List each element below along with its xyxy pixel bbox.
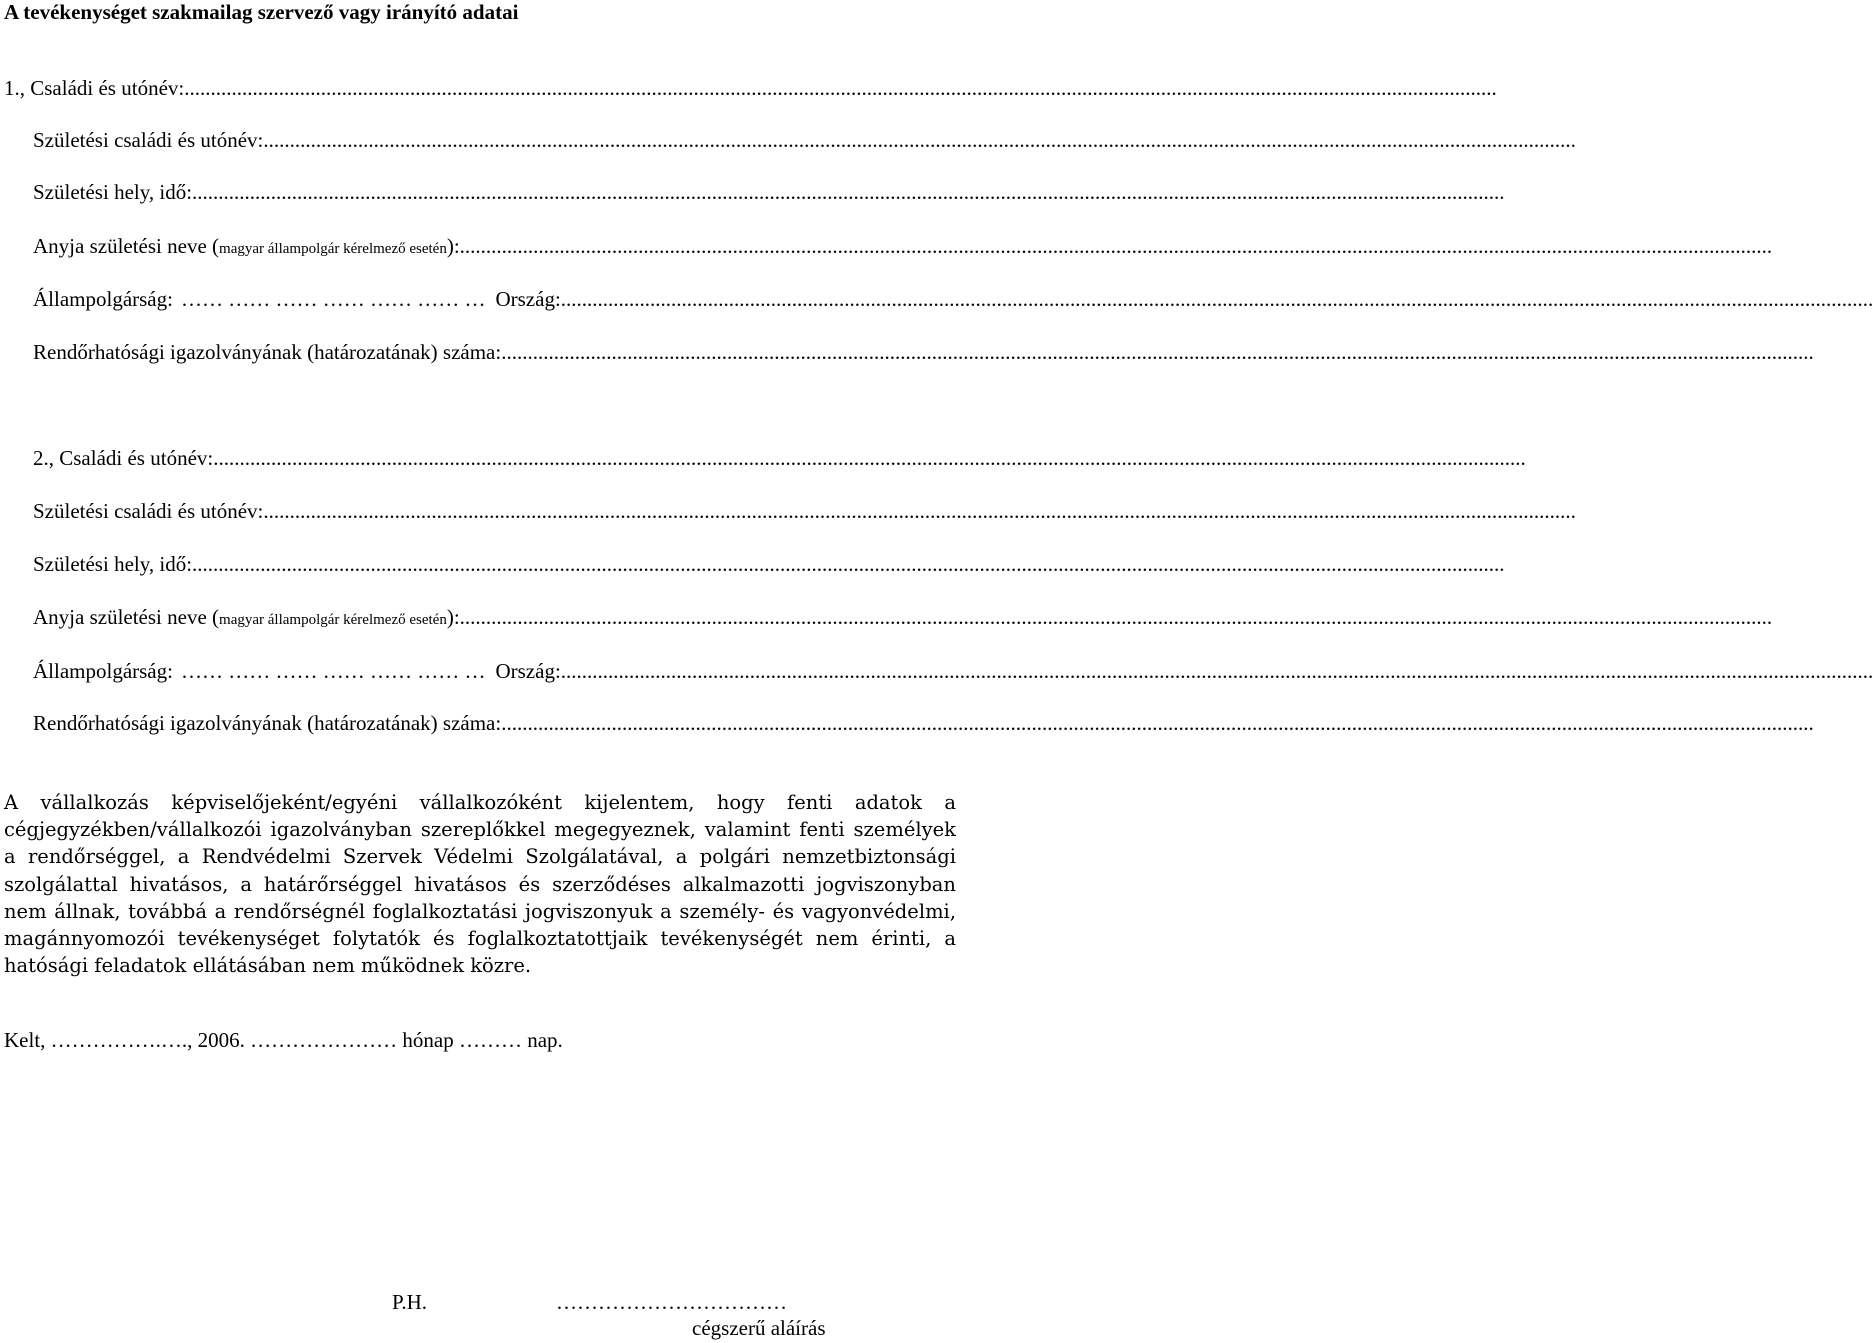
person2-mother-name-row	[33, 605, 1773, 631]
person2-birth-place-field[interactable]: ..........................................................................................................................................................................................................................................................	[192, 552, 1505, 576]
mother-name-label-start: Anyja születési neve (	[33, 605, 220, 629]
person1-mother-name-row	[33, 234, 1773, 260]
person2-police-id-field[interactable]: ..........................................................................................................................................................................................................................................................	[501, 711, 1814, 735]
person1-mother-name-label	[33, 234, 460, 259]
person2-family-name-row	[33, 446, 1526, 472]
person2-birth-name-label: Születési családi és utónév:	[33, 499, 264, 523]
person2-birth-name-row	[33, 499, 1576, 525]
person1-country-label: Ország:	[495, 287, 561, 311]
person1-birth-place-label: Születési hely, idő:	[33, 180, 193, 204]
person2-birth-place-row	[33, 552, 1505, 578]
person1-police-id-field[interactable]: ..........................................................................................................................................................................................................................................................	[501, 340, 1814, 364]
person2-police-id-label: Rendőrhatósági igazolványának (határozatának) száma:	[33, 711, 502, 735]
person1-birth-place-row	[33, 180, 1505, 206]
mother-name-label-end: ):	[446, 605, 460, 629]
mother-name-label-end: ):	[446, 234, 460, 258]
person2-mother-name-label	[33, 605, 460, 630]
person1-country-field[interactable]: ..........................................................................................................................................................................................................................................................	[560, 287, 1873, 311]
person1-police-id-row	[33, 340, 1814, 366]
person2-birth-place-label: Születési hely, idő:	[33, 552, 193, 576]
person2-birth-name-field[interactable]: ..........................................................................................................................................................................................................................................................	[263, 499, 1576, 523]
person1-birth-place-field[interactable]: ..........................................................................................................................................................................................................................................................	[192, 180, 1505, 204]
person1-citizenship-field[interactable]: …… …… …… …… …… …… …	[180, 287, 486, 311]
person1-citizenship-label: Állampolgárság:	[33, 287, 173, 311]
person2-citizenship-field[interactable]: …… …… …… …… …… …… …	[180, 659, 486, 683]
person1-family-name-label: 1., Családi és utónév:	[4, 76, 185, 100]
person1-birth-name-field[interactable]: ..........................................................................................................................................................................................................................................................	[263, 128, 1576, 152]
person1-family-name-field[interactable]: ..........................................................................................................................................................................................................................................................	[184, 76, 1497, 100]
mother-name-note: magyar állampolgár kérelmező esetén	[219, 241, 447, 257]
mother-name-label-start: Anyja születési neve (	[33, 234, 220, 258]
person2-country-label: Ország:	[495, 659, 561, 683]
person2-family-name-label: 2., Családi és utónév:	[33, 446, 214, 470]
signature-line[interactable]: ……………………………	[556, 1290, 787, 1314]
person2-country-field[interactable]: ..........................................................................................................................................................................................................................................................	[560, 659, 1873, 683]
mother-name-note: magyar állampolgár kérelmező esetén	[219, 612, 447, 628]
person1-mother-name-field[interactable]: ..........................................................................................................................................................................................................................................................	[459, 234, 1773, 258]
person2-citizenship-label: Állampolgárság:	[33, 659, 173, 683]
person2-citizenship-row	[33, 659, 1873, 685]
person2-police-id-row	[33, 711, 1814, 737]
person1-birth-name-row	[33, 128, 1576, 154]
person2-mother-name-field[interactable]: ..........................................................................................................................................................................................................................................................	[459, 605, 1773, 629]
person1-citizenship-row	[33, 287, 1873, 313]
declaration-paragraph: A vállalkozás képviselőjeként/egyéni vállalkozóként kijelentem, hogy fenti adatok a cégjegyzékben/vállalkozói igazolványban szereplőkkel megegyeznek, valamint fenti személyek a rendőrséggel, a Rendvédelmi Szervek Védelmi Szolgálatával, a polgári nemzetbiztonsági szolgálattal hivatásos, a határőrséggel hivatásos és szerződéses alkalmazotti jogviszonyban nem állnak, továbbá a rendőrségnél foglalkoztatási jogviszonyuk a személy- és vagyonvédelmi, magánnyomozói tevékenységet folytatók és foglalkoztatottjaik tevékenységét nem érinti, a hatósági feladatok ellátásában nem működnek közre.	[4, 791, 956, 978]
date-line[interactable]: Kelt, …………….…., 2006. ………………… hónap ……… nap.	[4, 1028, 563, 1052]
form-title: A tevékenységet szakmailag szervező vagy irányító adatai	[4, 0, 519, 24]
person1-birth-name-label: Születési családi és utónév:	[33, 128, 264, 152]
stamp-placeholder: P.H.	[392, 1290, 428, 1314]
person1-family-name-row	[4, 76, 1497, 102]
person2-family-name-field[interactable]: ..........................................................................................................................................................................................................................................................	[213, 446, 1526, 470]
signature-label: cégszerű aláírás	[692, 1316, 826, 1340]
person1-police-id-label: Rendőrhatósági igazolványának (határozatának) száma:	[33, 340, 502, 364]
